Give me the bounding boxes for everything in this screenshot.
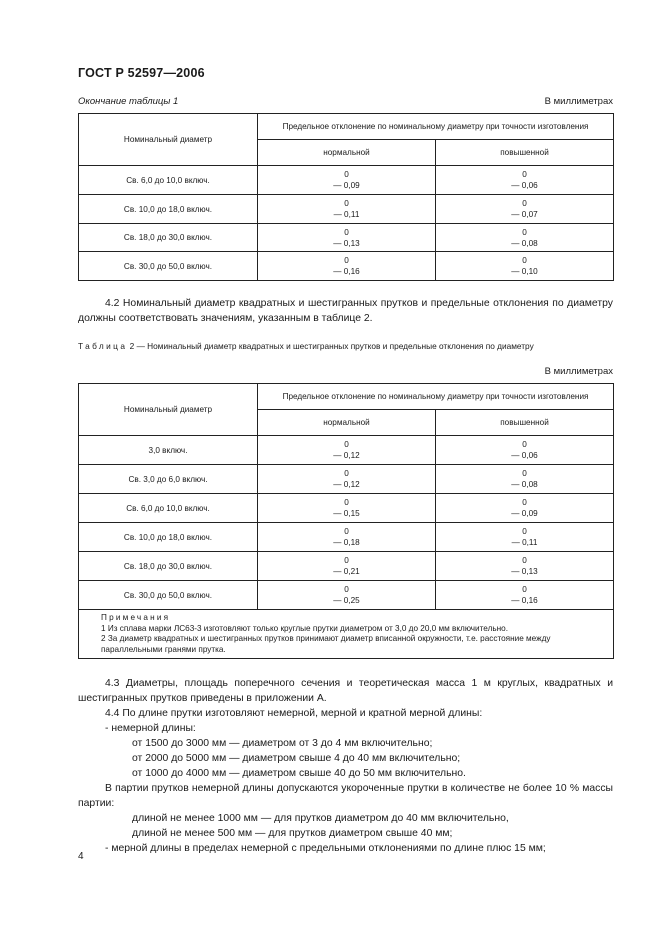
bullet-measured: - мерной длины в пределах немерной с предельными отклонениями по длине плюс 15 мм; — [105, 843, 546, 854]
table1-caption: Окончание таблицы 1 — [78, 96, 179, 107]
diameter-cell: Св. 10,0 до 18,0 включ. — [79, 195, 258, 224]
high-cell: 0 — 0,08 — [436, 224, 614, 252]
diameter-cell: Св. 30,0 до 50,0 включ. — [79, 252, 258, 281]
normal-cell: 0 — 0,12 — [258, 436, 436, 465]
table2-notes-row — [79, 610, 614, 659]
paragraph-4-4: 4.4 По длине прутки изготовляют немерной, мерной и кратной мерной длины: — [105, 708, 483, 719]
note-1: 1 Из сплава марки ЛС63-3 изготовляют только круглые прутки диаметром от 3,0 до 20,0 мм включительно. — [101, 623, 508, 633]
notes-title: Примечания — [101, 613, 171, 622]
table2-header-high: повышенной — [436, 410, 614, 436]
note-2: 2 За диаметр квадратных и шестигранных прутков принимают диаметр вписанной окружности, т.е. расстояние между параллельными гранями прутка. — [101, 634, 551, 654]
diameter-cell: Св. 6,0 до 10,0 включ. — [79, 494, 258, 523]
table2-notes — [79, 610, 614, 659]
table2-caption-text: 2 — Номинальный диаметр квадратных и шестигранных прутков и предельные отклонения по диаметру — [129, 341, 534, 351]
diameter-cell: Св. 3,0 до 6,0 включ. — [79, 465, 258, 494]
normal-cell: 0 — 0,16 — [258, 252, 436, 281]
diameter-cell: Св. 18,0 до 30,0 включ. — [79, 224, 258, 252]
diameter-cell: Св. 6,0 до 10,0 включ. — [79, 166, 258, 195]
table-row — [79, 252, 614, 281]
paragraph-4-2: 4.2 Номинальный диаметр квадратных и шестигранных прутков и предельные отклонения по диаметру должны соответствовать значениям, указанным в таблице 2. — [78, 298, 613, 324]
table2 — [78, 383, 614, 659]
length-range-2: от 2000 до 5000 мм — диаметром свыше 4 до 40 мм включительно; — [132, 753, 461, 764]
high-cell: 0 — 0,07 — [436, 195, 614, 224]
high-cell: 0 — 0,06 — [436, 436, 614, 465]
normal-cell: 0 — 0,25 — [258, 581, 436, 610]
table1-header-diameter: Номинальный диаметр — [79, 114, 258, 166]
table1-units: В миллиметрах — [544, 96, 613, 107]
high-cell: 0 — 0,10 — [436, 252, 614, 281]
normal-cell: 0 — 0,21 — [258, 552, 436, 581]
high-cell: 0 — 0,09 — [436, 494, 614, 523]
table-row — [79, 465, 614, 494]
page-number: 4 — [78, 851, 84, 862]
table1 — [78, 113, 614, 281]
normal-cell: 0 — 0,09 — [258, 166, 436, 195]
paragraph-shortened: В партии прутков немерной длины допускаются укороченные прутки в количестве не более 10 % массы партии: — [78, 783, 613, 809]
table-row — [79, 166, 614, 195]
table-row — [79, 523, 614, 552]
length-range-1: от 1500 до 3000 мм — диаметром от 3 до 4 мм включительно; — [132, 738, 433, 749]
normal-cell: 0 — 0,13 — [258, 224, 436, 252]
table1-header-deviation: Предельное отклонение по номинальному диаметру при точности изготовления — [258, 114, 614, 140]
table-row — [79, 494, 614, 523]
table2-header-deviation: Предельное отклонение по номинальному диаметру при точности изготовления — [258, 384, 614, 410]
length-range-3: от 1000 до 4000 мм — диаметром свыше 40 до 50 мм включительно. — [132, 768, 466, 779]
paragraph-4-3: 4.3 Диаметры, площадь поперечного сечения и теоретическая масса 1 м круглых, квадратных и шестигранных прутков приведены в приложении А. — [78, 678, 613, 704]
diameter-cell: Св. 30,0 до 50,0 включ. — [79, 581, 258, 610]
table-row — [79, 195, 614, 224]
high-cell: 0 — 0,08 — [436, 465, 614, 494]
table2-caption — [78, 341, 613, 352]
table2-header-diameter: Номинальный диаметр — [79, 384, 258, 436]
high-cell: 0 — 0,13 — [436, 552, 614, 581]
diameter-cell: 3,0 включ. — [79, 436, 258, 465]
high-cell: 0 — 0,11 — [436, 523, 614, 552]
high-cell: 0 — 0,16 — [436, 581, 614, 610]
normal-cell: 0 — 0,18 — [258, 523, 436, 552]
short-length-1: длиной не менее 1000 мм — для прутков диаметром до 40 мм включительно, — [132, 813, 509, 824]
table1-header-high: повышенной — [436, 140, 614, 166]
table1-header-normal: нормальной — [258, 140, 436, 166]
table-row — [79, 436, 614, 465]
table-row — [79, 552, 614, 581]
normal-cell: 0 — 0,11 — [258, 195, 436, 224]
short-length-2: длиной не менее 500 мм — для прутков диаметром свыше 40 мм; — [132, 828, 453, 839]
table2-caption-label: Таблица — [78, 341, 128, 351]
table2-header-normal: нормальной — [258, 410, 436, 436]
high-cell: 0 — 0,06 — [436, 166, 614, 195]
table2-units: В миллиметрах — [544, 366, 613, 377]
diameter-cell: Св. 18,0 до 30,0 включ. — [79, 552, 258, 581]
body-text — [78, 676, 613, 856]
standard-title: ГОСТ Р 52597—2006 — [78, 66, 205, 80]
bullet-unmeasured: - немерной длины: — [105, 723, 196, 734]
table-row — [79, 224, 614, 252]
table-row — [79, 581, 614, 610]
diameter-cell: Св. 10,0 до 18,0 включ. — [79, 523, 258, 552]
normal-cell: 0 — 0,15 — [258, 494, 436, 523]
normal-cell: 0 — 0,12 — [258, 465, 436, 494]
